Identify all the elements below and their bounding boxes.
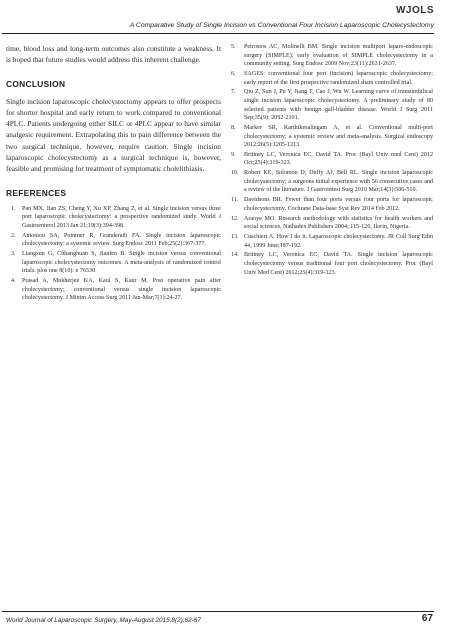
intro-paragraph: time, blood loss and long-term outcomes also constitute a weakness. It is hoped that future studies would address this inherent challenge. bbox=[6, 44, 221, 65]
reference-number: 10. bbox=[231, 170, 239, 177]
reference-number: 4. bbox=[11, 277, 16, 284]
reference-item bbox=[6, 250, 221, 276]
reference-text: Liangsun G, Chhanghuan S, Jianfen B. Single incision versus conventional laparoscopic cholecystectomy outcomes. A meta-analysis of randomized control trials. plos one 8(10): e 76530. bbox=[22, 251, 221, 275]
header-rule bbox=[2, 33, 434, 34]
reference-text: Petrostos AC, Molinelli BM. Single incision multiport laparo-endoscopic surgery (SIMPLE): early evaluation of SIMPLE cholecystectomy in a community setting. Surg Endosc 2009 Nov;23(11):2631-2637. bbox=[244, 44, 433, 68]
conclusion-text: Single incision laparoscopic cholecystectomy appears to offer prospects for shorter hospital and early return to work compared to conventional 4PLC. Patients undergoing either SILC or 4PLC appear to have similar analgesic requirement. Extrapolating this to pain difference between the two surgical technique, however, require caution. Single incision laparoscopic cholecystectomy as a surgical technique is, however, feasible and promising for treatment of symptomatic cholelithiasis. bbox=[6, 96, 221, 174]
reference-number: 3. bbox=[11, 251, 16, 258]
reference-text: Antoniou SA, Pointner R, Granderath FA. Single incision laparoscopic cholecystectomy: a systemic review. Surg Endosc 2011 Feb;25(2):367-377. bbox=[22, 232, 221, 248]
conclusion-heading: CONCLUSION bbox=[6, 78, 66, 89]
reference-item bbox=[231, 124, 433, 150]
reference-number: 6. bbox=[231, 70, 236, 77]
reference-text: Pan MX, Jian ZS, Cheng Y, Xu XP, Zhang Z, et al. Single incision versus three port laparoscopic cholecystectomy: a prospective randomized study. World J Gastroenterol 2013 Jan 21;19(3):394-398. bbox=[22, 205, 221, 229]
reference-number: 1. bbox=[11, 205, 16, 212]
reference-list-right bbox=[231, 43, 433, 277]
reference-item bbox=[231, 151, 433, 168]
reference-text: SAGES: conventional four port (incision) laparoscopic cholecystectomy; early report of the first prospective randomized sham controlled trial. bbox=[244, 70, 433, 86]
reference-text: Cuschieri A. How I do it. Laparoscopic cholecystectomy. JR Coll Surg Edin 44, 1999 June;187-192. bbox=[244, 233, 433, 249]
reference-item bbox=[231, 169, 433, 195]
reference-item bbox=[231, 88, 433, 122]
page-number: 67 bbox=[421, 613, 433, 624]
reference-text: Araoye MO. Research methodology with statistics for health workers and social sciences. Nathadex Publishers 2004; 115-120, Ilorin, Nigeria. bbox=[244, 215, 433, 231]
reference-item bbox=[231, 233, 433, 250]
reference-number: 5. bbox=[231, 44, 236, 50]
reference-item bbox=[6, 232, 221, 249]
reference-text: Marker SR, Karthikesalingam A, et al. Conventional multi-port cholecystectomy; a systemic review and meta-analysis. Surgical endoscopy 2012;26(5):1205-1213. bbox=[244, 124, 433, 149]
reference-number: 11. bbox=[231, 197, 239, 204]
reference-item bbox=[231, 251, 433, 277]
reference-text: Davidsons BR. Fewer than four ports versus four ports for laparoscopic cholecystectomy. Cochrane Data-base Syst Rev 2014 Feb 2012. bbox=[244, 197, 433, 212]
reference-text: Brittney LC, Veronica EC, David TA. Single incision laparoscopic cholecystectomy versus traditional four port cholecystectomy. Proc (Bayl Univ Med Cent) 2012;25(4):319-323. bbox=[244, 252, 433, 276]
reference-list-left bbox=[6, 205, 221, 303]
journal-citation: World Journal of Laparoscopic Surgery, May-August 2015;8(2):62-67 bbox=[6, 617, 201, 624]
reference-item bbox=[231, 196, 433, 213]
right-column bbox=[231, 43, 433, 278]
journal-logo: WJOLS bbox=[395, 5, 434, 16]
reference-item bbox=[231, 215, 433, 232]
reference-text: Qiu Z, Sun J, Pu Y, Jiang T, Cao J, Wu W. Learning curve of transumbilical single incision laparoscopic cholecystectomy. A preliminary study of 80 selected patients with benign gall-bladder disease. World J Surg 2011 Sep;35(9): 2092-2101. bbox=[244, 89, 433, 122]
running-title: A Comparative Study of Single Incision vs Conventional Four Incision Laparoscopic Cholecystectomy bbox=[129, 22, 434, 29]
reference-number: 8. bbox=[231, 124, 236, 131]
reference-number: 12. bbox=[231, 215, 239, 222]
reference-text: Brittney LC, Veronica EC, David TA. Proc (Bayl Univ med Cent) 2012 Oct;25(4):319-323. bbox=[244, 151, 433, 167]
reference-item bbox=[6, 277, 221, 303]
reference-text: Prasad A, Mukherjee KA, Kaul S, Kaur M. Post operative pain after cholecystectomy; conventional versus single incision laparoscopic cholecystectomy. J Minim Access Surg 2011 Jan-Mar;7(1):24-27. bbox=[22, 277, 221, 302]
footer-rule bbox=[2, 611, 434, 612]
references-heading: REFERENCES bbox=[6, 187, 67, 198]
reference-number: 13. bbox=[231, 233, 239, 240]
reference-number: 14. bbox=[231, 252, 239, 259]
reference-item bbox=[231, 70, 433, 87]
left-column bbox=[6, 43, 221, 304]
reference-number: 2. bbox=[11, 232, 16, 239]
reference-item bbox=[6, 205, 221, 231]
reference-number: 9. bbox=[231, 151, 236, 158]
reference-number: 7. bbox=[231, 89, 236, 96]
reference-item bbox=[231, 43, 433, 69]
reference-text: Robert KE, Solomon D, Duffy AJ, Bell RL. Single incision laparoscopic cholecystectomy; a surgeons initial experience with 56 consecutive cases and a review of the literature. J Gastrointest Surg 2010 Mar;14(3):506-510. bbox=[244, 170, 433, 194]
